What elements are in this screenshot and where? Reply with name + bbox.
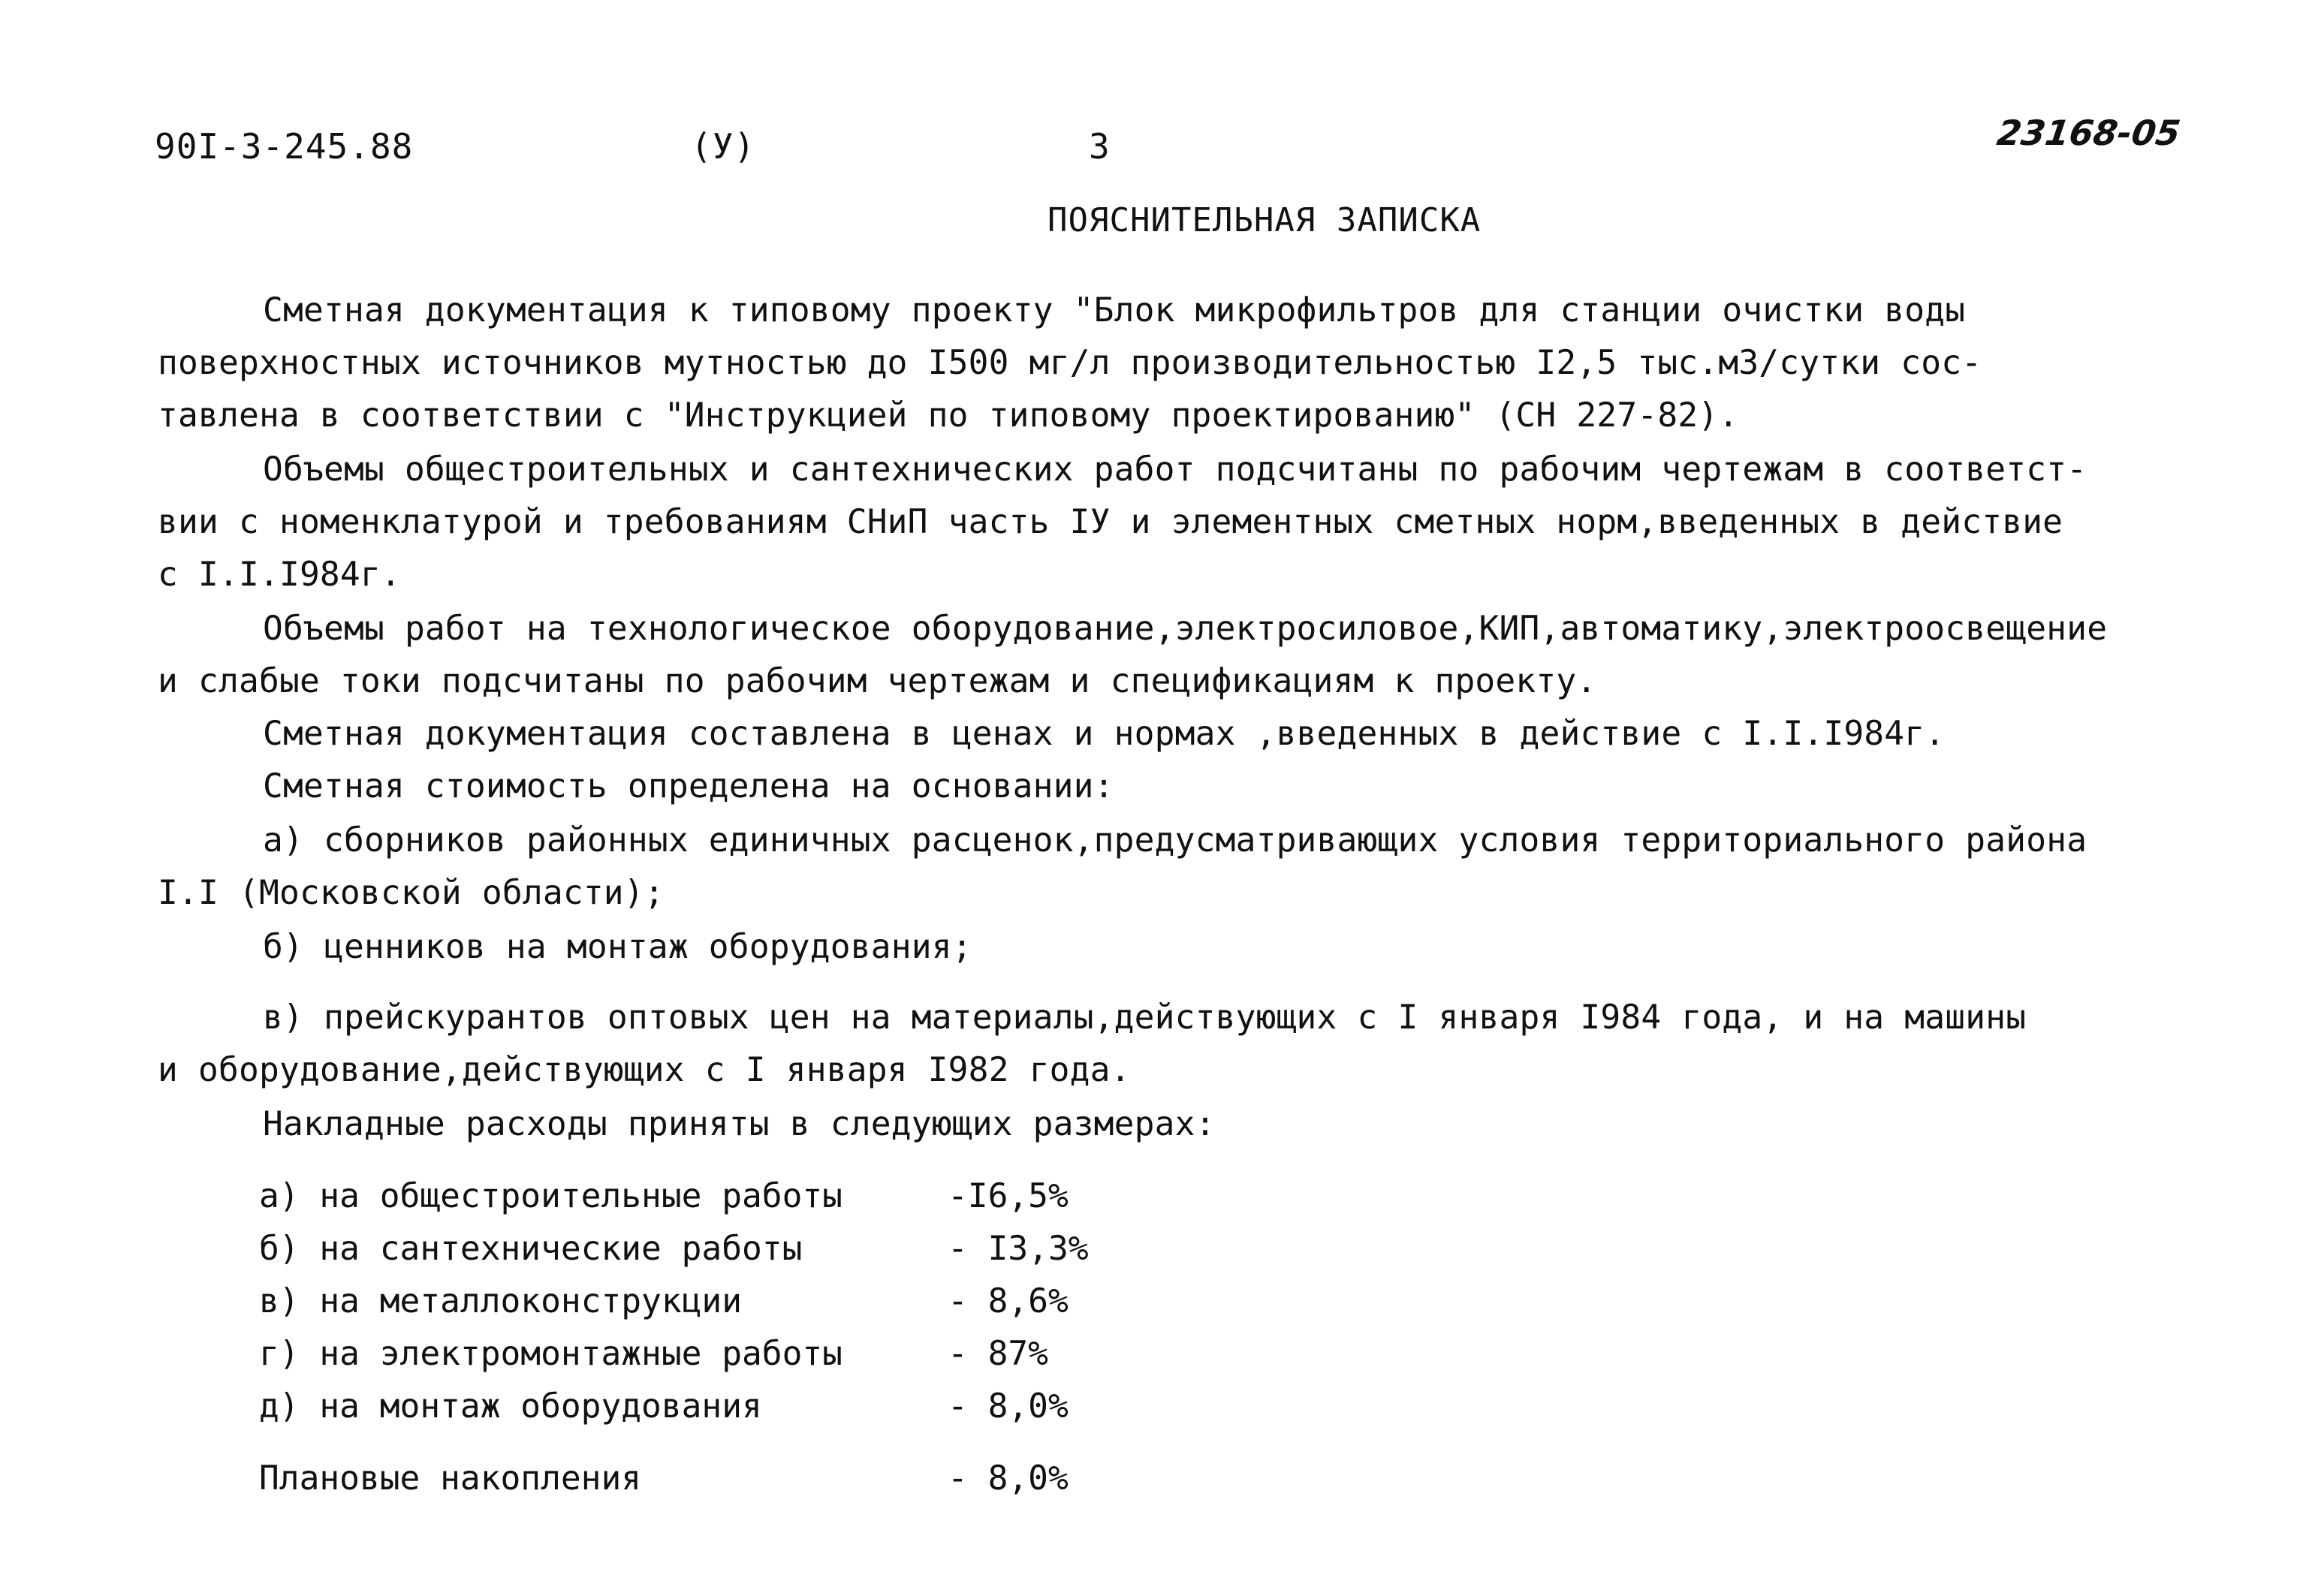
planned-savings-label: Плановые накопления — [259, 1459, 642, 1498]
body-line: вии с номенклатурой и требованиям СНиП часть IУ и элементных сметных норм,введенных в действие — [158, 503, 2063, 541]
rate-label: в) на металлоконструкции — [259, 1282, 742, 1320]
rate-value: -I6,5% — [948, 1177, 1069, 1215]
rate-value: - 8,0% — [948, 1387, 1069, 1426]
planned-savings-value: - 8,0% — [948, 1459, 1069, 1498]
body-line: Сметная документация составлена в ценах и нормах ,введенных в действие с I.I.I984г. — [263, 715, 1946, 753]
body-line: поверхностных источников мутностью до I500 мг/л производительностью I2,5 тыс.м3/сутки сос- — [158, 344, 1982, 382]
rate-value: - 87% — [948, 1335, 1048, 1373]
rate-label: а) на общестроительные работы — [259, 1177, 843, 1215]
body-line: Объемы общестроительных и сантехнических работ подсчитаны по рабочим чертежам в соответст- — [263, 450, 2087, 489]
body-line: и оборудование,действующих с I января I982 года. — [158, 1051, 1131, 1089]
body-line: Сметная документация к типовому проекту "Блок микрофильтров для станции очистки воды — [263, 291, 1966, 330]
body-line: б) ценников на монтаж оборудования; — [263, 928, 972, 966]
rate-value: - 8,6% — [948, 1282, 1069, 1320]
body-line: Сметная стоимость определена на основании: — [263, 767, 1114, 806]
doc-code: 90I-3-245.88 — [155, 126, 414, 167]
rate-label: г) на электромонтажные работы — [259, 1335, 843, 1373]
body-line: и слабые токи подсчитаны по рабочим чертежам и спецификациям к проекту. — [158, 662, 1597, 700]
body-line: тавлена в соответствии с "Инструкцией по типовому проектированию" (СН 227-82). — [158, 396, 1739, 435]
body-line: а) сборников районных единичных расценок,предусматривающих условия территориального района — [263, 821, 2087, 860]
body-line: Объемы работ на технологическое оборудование,электросиловое,КИП,автоматику,электроосвещение — [263, 610, 2108, 648]
body-line: в) прейскурантов оптовых цен на материалы,действующих с I января I984 года, и на машины — [263, 998, 2027, 1037]
rate-label: б) на сантехнические работы — [259, 1230, 803, 1268]
page-number: 3 — [1089, 126, 1111, 167]
doc-mark: (У) — [691, 126, 756, 167]
rate-label: д) на монтаж оборудования — [259, 1387, 762, 1426]
body-line: Накладные расходы приняты в следующих размерах: — [263, 1105, 1216, 1143]
document-title: ПОЯСНИТЕЛЬНАЯ ЗАПИСКА — [1047, 201, 1482, 239]
archive-number: 23168-05 — [1994, 113, 2183, 153]
body-line: I.I (Московской области); — [158, 874, 665, 912]
body-line: с I.I.I984г. — [158, 556, 401, 594]
rate-value: - I3,3% — [948, 1230, 1089, 1268]
